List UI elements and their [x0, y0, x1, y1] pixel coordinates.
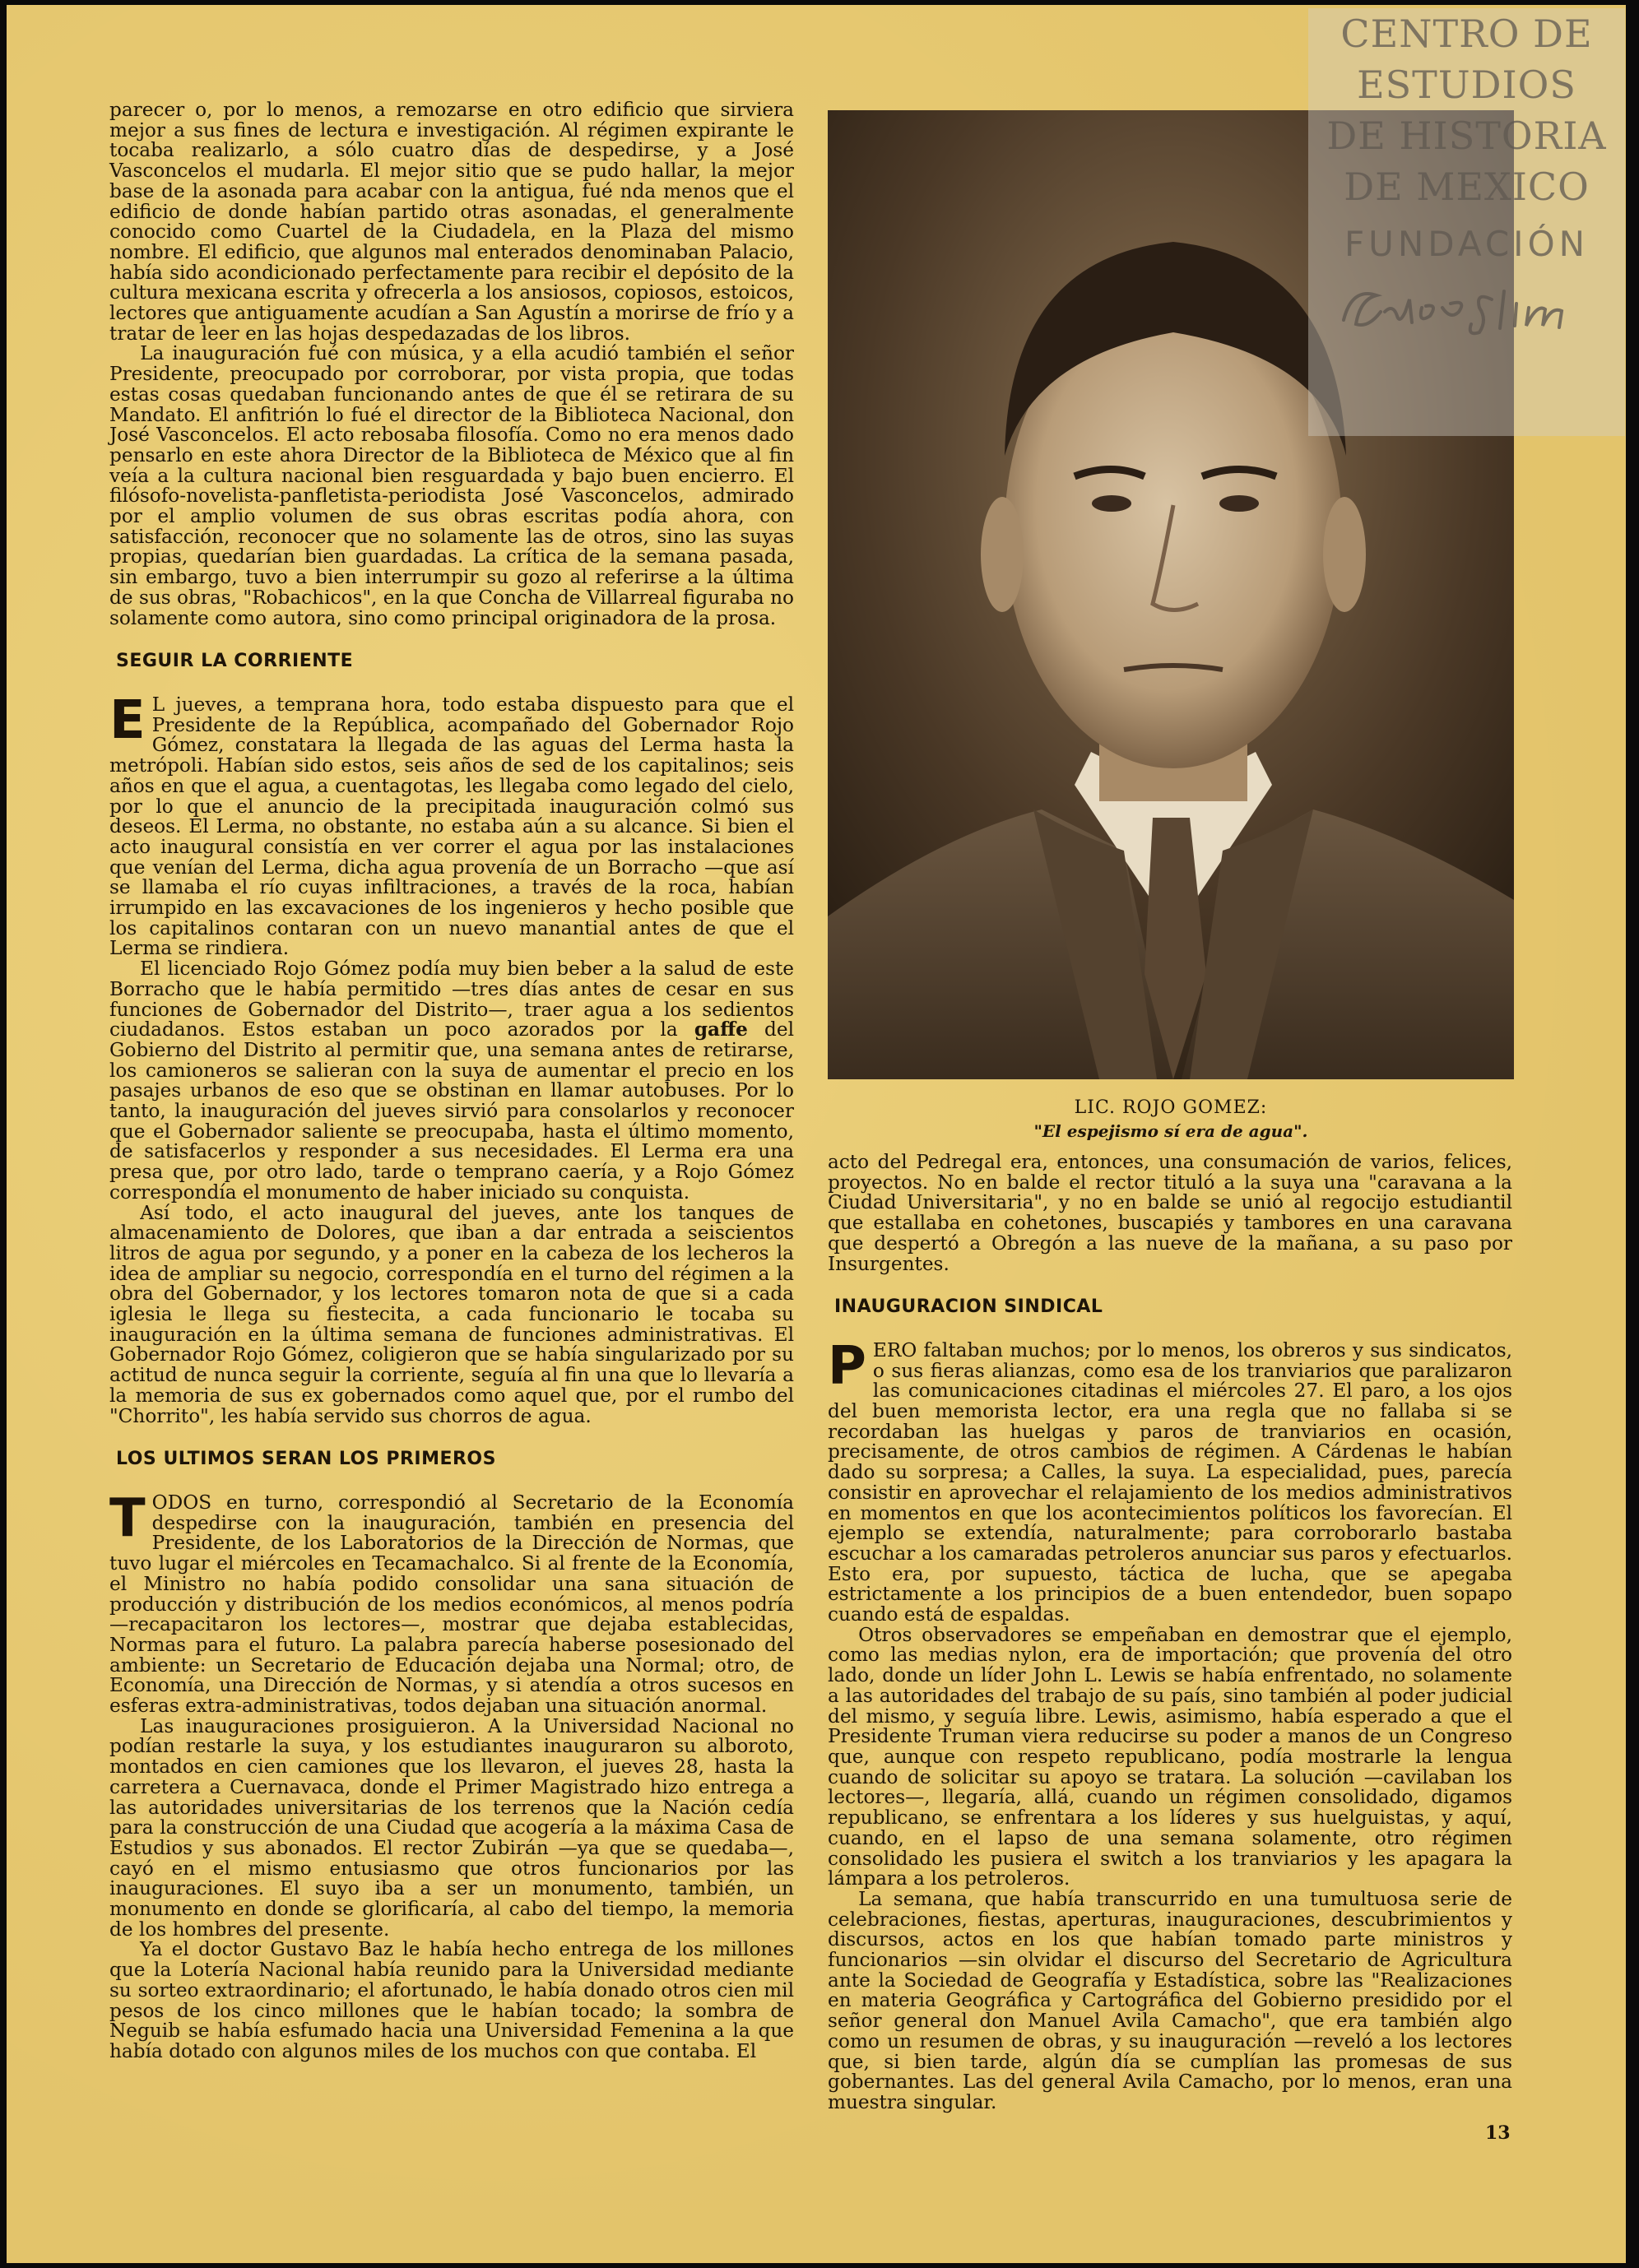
paragraph: parecer o, por lo menos, a remozarse en otro edificio que sirviera mejor a sus fines de lectura e investigación. Al régimen expirante le tocaba realizarlo, a sólo cuatro días de despedirse, y a José Vasconcelos el mudarla. El mejor sitio que se pudo hallar, la mejor base de la asonada para acabar con la antigua, fué nda menos que el edificio de donde habían partido otras asonadas, el generalmente conocido como Cuartel de la Ciudadela, en la Plaza del mismo nombre. El edificio, que algunos mal enterados denominaban Palacio, había sido acondicionado perfectamente para recibir el depósito de la cultura mexicana escrita y ofrecerla a los ansiosos, copiosos, estoicos, lectores que antiguamente acudían a San Agustín a morirse de frío y a tratar de leer en las hojas despedazadas de los libros. — [109, 99, 794, 345]
paragraph: Otros observadores se empeñaban en demostrar que el ejemplo, como las medias nylon, era de importación; que provenía del otro lado, donde un líder John L. Lewis se había enfrentado, no solamente a las autoridades del trabajo de su país, sino también al poder judicial del mismo, y seguía libre. Lewis, asimismo, había esperado a que el Presidente Truman viera reducirse su poder a manos de un Congreso que, aunque con respeto republicano, podía mostrarle la lengua cuando de solicitar su apoyo se tratara. La solución —cavilaban los lectores—, llegaría, allá, cuando un régimen consolidado, digamos republicano, se enfrentara a los líderes y sus huelguistas, y aquí, cuando, en el lapso de una semana solamente, otro régimen consolidado les pusiera el switch a los tranviarios y les apagara la lámpara a los petroleros. — [828, 1623, 1512, 1890]
watermark-foundation: FUNDACIÓN — [1344, 224, 1590, 264]
bold-word: gaffe — [694, 1018, 748, 1041]
drop-cap: P — [828, 1335, 866, 1397]
photo-caption — [828, 1097, 1514, 1141]
paragraph-text: ODOS en turno, correspondió al Secretario de la Economía despedirse con la inauguración, también en presencia del Presidente, de los Laboratorios de la Dirección de Normas, que tuvo lugar el miércoles en Tecamachalco. Si al frente de la Economía, el Ministro no había podido consolidar una sana situación de producción y distribución de los medios económicos, al menos podría —recapacitaron los lectores—, mostrar que dejaba establecidas, Normas para el futuro. La palabra parecía haberse posesionado del ambiente: un Secretario de Educación dejaba una Normal; otro, de Economía, una Dirección de Normas, y si atendía a otros sucesos en esferas extra-administrativas, todos dejaban una situación anormal. — [109, 1491, 794, 1718]
left-column — [109, 100, 794, 2062]
drop-cap: T — [109, 1488, 146, 1549]
paragraph: Así todo, el acto inaugural del jueves, ante los tanques de almacenamiento de Dolores, que iban a dar entrada a seiscientos litros de agua por segundo, y a poner en la cabeza de los lecheros la idea de ampliar su negocio, correspondía en el turno del régimen a la obra del Gobernador, y los lectores tomaron nota de que si a cada iglesia le llega su fiestecita, a cada funcionario le tocaba su inauguración en la última semana de funciones administrativas. El Gobernador Rojo Gómez, coligieron que se había singularizado por su actitud de nunca seguir la corriente, seguía al fin una que lo llevaría a la memoria de sus ex gobernados como aquel que, por el rumbo del "Chorrito", les había servido sus chorros de agua. — [109, 1201, 794, 1427]
watermark-line: DE HISTORIA — [1326, 114, 1607, 158]
paragraph — [828, 1335, 1512, 1626]
section-heading: SEGUIR LA CORRIENTE — [116, 651, 354, 672]
paragraph: La semana, que había transcurrido en una tumultuosa serie de celebraciones, fiestas, aperturas, inauguraciones, descubrimientos y discursos, actos en los que habían tomado parte ministros y funcionarios —sin olvidar el discurso del Secretario de Agricultura ante la Sociedad de Geografía y Estadística, sobre las "Realizaciones en materia Geográfica y Cartográfica del Gobierno presidido por el señor general don Manuel Avila Camacho", que era también algo como un resumen de obras, y su inauguración —reveló a los lectores que, si bien tarde, algún día se cumplían las promesas de sus gobernantes. Las del general Avila Camacho, por lo menos, eran una muestra singular. — [828, 1887, 1512, 2113]
drop-cap: E — [109, 689, 146, 751]
paragraph-text: del Gobierno del Distrito al permitir que, una semana antes de retirarse, los camioneros se salieran con la suya de aumentar el precio en los pasajes urbanos de eso que se obstinan en llamar autobuses. Por lo tanto, la inauguración del jueves sirvió para consolarlos y reconocer que el Gobernador saliente se preocupaba, hasta el último momento, de satisfacerlos y responder a sus necesidades. El Lerma era una presa que, por otro lado, tarde o temprano caería, y a Rojo Gómez correspondía el monumento de haber iniciado su conquista. — [109, 1018, 794, 1204]
watermark-line: CENTRO DE — [1340, 12, 1593, 56]
section-heading: LOS ULTIMOS SERAN LOS PRIMEROS — [116, 1449, 496, 1470]
paragraph: Ya el doctor Gustavo Baz le había hecho entrega de los millones que la Lotería Nacional había reunido para la Universidad mediante su sorteo extraordinario; el afortunado, le había donado otros cien mil pesos de los cinco millones que le habían tocado; la sombra de Neguib se había esfumado hacia una Universidad Femenina a la que había dotado con algunos miles de los muchos con que contaba. El — [109, 1938, 794, 2062]
paragraph: Las inauguraciones prosiguieron. A la Universidad Nacional no podían restarle la suya, y los estudiantes inauguraron su alboroto, montados en cien camiones que los llevaron, el jueves 28, hasta la carretera a Cuernavaca, donde el Primer Magistrado hizo entrega a las autoridades universitarias de los terrenos que la Nación cedía para la construcción de una Ciudad que acogería a la máxima Casa de Estudios y sus abonados. El rector Zubirán —ya que se quedaba—, cayó en el mismo entusiasmo que otros funcionarios por las inauguraciones. El suyo iba a ser un monumento, también, un monumento en donde se glorificaría, al cabo del tiempo, la memoria de los hombres del presente. — [109, 1714, 794, 1941]
page-number: 13 — [1485, 2122, 1511, 2144]
paragraph-text: El licenciado Rojo Gómez podía muy bien beber a la salud de este Borracho que le había permitido —tres días antes de cesar en sus funciones de Gobernador del Distrito—, traer agua a los sedientos ciudadanos. Estos estaban un poco azorados por la — [109, 958, 794, 1041]
signature-logo — [1327, 275, 1607, 341]
paragraph-text: ERO faltaban muchos; por lo menos, los obreros y sus sindicatos, o sus fieras alianzas, como esa de los tranviarios que paralizaron las comunicaciones citadinas el miércoles 27. El paro, a los ojos del buen memorista lector, era una regla que no fallaba si se recordaban las huelgas y paros de tranviarios en ocasión, precisamente, de otros cambios de régimen. A Cárdenas le habían dado su sorpresa; a Calles, la suya. La especialidad, pues, parecía consistir en aprovechar el relajamiento de los medios administrativos en momentos en que los acontecimientos políticos los favorecían. El ejemplo se extendía, naturalmente; para corroborarlo bastaba escuchar a los camaradas petroleros anunciar sus paros y efectuarlos. Esto era, por supuesto, táctica de lucha, que se apegaba estrictamente a los principios de a buen entendedor, buen sopapo cuando está de espaldas. — [828, 1338, 1512, 1626]
paragraph: acto del Pedregal era, entonces, una consumación de varios, felices, proyectos. No en balde el rector tituló a la suya una "caravana a la Ciudad Universitaria", y no en balde se unió al regocijo estudiantil que estallaba en cohetones, buscapiés y tambores en una caravana que despertó a Obregón a las nueve de la mañana, a su paso por Insurgentes. — [828, 1151, 1512, 1275]
paragraph — [109, 689, 794, 960]
caption-name: LIC. ROJO GOMEZ: — [1074, 1097, 1268, 1118]
paragraph — [109, 959, 794, 1203]
paragraph: La inauguración fué con música, y a ella acudió también el señor Presidente, preocupado por corroborar, por vista propia, que todas estas cosas quedaban funcionando antes de que él se retirara de su Mandato. El anfitrión lo fué el director de la Biblioteca Nacional, don José Vasconcelos. El acto rebosaba filosofía. Como no era menos dado pensarlo en este ahora Director de la Biblioteca de México que al fin veía a la cultura nacional bien resguardada y bajo buen encierro. El filósofo-novelista-panfletista-periodista José Vasconcelos, admirado por el amplio volumen de sus obras escritas podía ahora, con satisfacción, reconocer que no solamente las de otros, sino las suyas propias, quedarían bien guardadas. La crítica de la semana pasada, sin embargo, tuvo a bien interrumpir su gozo al referirse a la última de sus obras, "Robachicos", en la que Concha de Villarreal figuraba no solamente como autora, sino como principal originadora de la prosa. — [109, 342, 794, 629]
right-column — [828, 1153, 1512, 2113]
caption-quote: "El espejismo sí era de agua". — [1033, 1121, 1308, 1141]
paragraph — [109, 1488, 794, 1718]
watermark-line: DE MEXICO — [1344, 165, 1590, 209]
paragraph-text: L jueves, a temprana hora, todo estaba dispuesto para que el Presidente de la República, acompañado del Gobernador Rojo Gómez, constatara la llegada de las aguas del Lerma hasta la metrópoli. Habían sido estos, seis años de sed de los capitalinos; seis años en que el agua, a cuentagotas, les llegaba como legado del cielo, por lo que el anuncio de la precipitada inauguración colmó sus deseos. El Lerma, no obstante, no estaba aún a su alcance. Si bien el acto inaugural consistía en ver correr el agua por las instalaciones que venían del Lerma, dicha agua provenía de un Borracho —que así se llamaba el río cuyas infiltraciones, a través de la roca, habían irrumpido en las excavaciones de los ingenieros y hecho posible que los capitalinos contaran con un nuevo manantial antes de que el Lerma se rindiera. — [109, 693, 794, 960]
watermark-line: ESTUDIOS — [1357, 63, 1576, 107]
archive-watermark — [1308, 8, 1625, 436]
section-heading: INAUGURACION SINDICAL — [834, 1296, 1103, 1318]
